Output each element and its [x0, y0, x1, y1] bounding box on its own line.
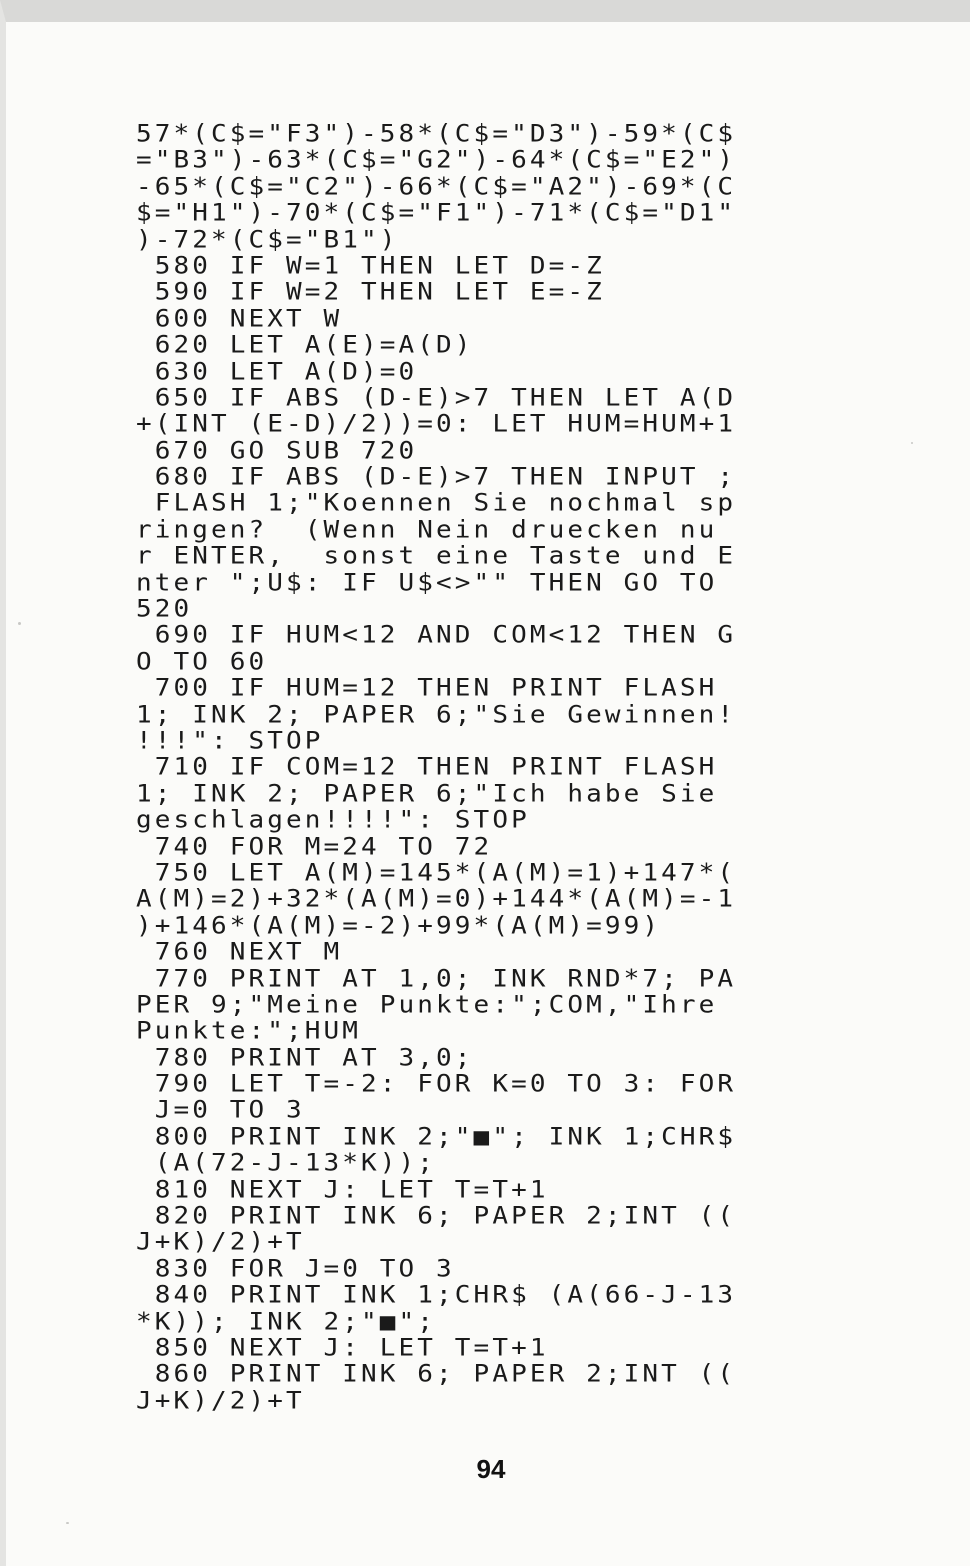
- paper-speck: [66, 1522, 69, 1524]
- code-line: 630 LET A(D)=0: [136, 357, 418, 386]
- code-line: geschlagen!!!!": STOP: [136, 806, 530, 834]
- paper-speck: [18, 622, 21, 625]
- code-line: 760 NEXT M: [136, 938, 343, 966]
- page-number: 94: [476, 1454, 506, 1484]
- code-line: PER 9;"Meine Punkte:";COM,"Ihre: [136, 991, 718, 1019]
- code-line: 750 LET A(M)=145*(A(M)=1)+147*(: [136, 859, 737, 887]
- basic-code-listing: [136, 122, 756, 1415]
- code-line: FLASH 1;"Koennen Sie nochmal sp: [136, 489, 737, 518]
- code-line: 860 PRINT INK 6; PAPER 2;INT ((: [136, 1360, 737, 1389]
- code-line: J+K)/2)+T: [136, 1386, 305, 1415]
- paper-speck: [911, 442, 913, 444]
- code-line: 57*(C$="F3")-58*(C$="D3")-59*(C$: [136, 120, 737, 148]
- code-line: r ENTER, sonst eine Taste und E: [136, 542, 737, 571]
- code-line: (A(72-J-13*K));: [136, 1149, 437, 1177]
- code-line: 850 NEXT J: LET T=T+1: [136, 1334, 549, 1362]
- code-line: Punkte:";HUM: [136, 1017, 362, 1046]
- code-line: 1; INK 2; PAPER 6;"Sie Gewinnen!: [136, 700, 737, 729]
- code-line: nter ";U$: IF U$<>"" THEN GO TO: [136, 568, 718, 597]
- code-line: 700 IF HUM=12 THEN PRINT FLASH: [136, 674, 718, 702]
- code-line: 840 PRINT INK 1;CHR$ (A(66-J-13: [136, 1281, 737, 1309]
- code-line: )-72*(C$="B1"): [136, 225, 399, 254]
- code-line: 780 PRINT AT 3,0;: [136, 1043, 474, 1072]
- code-line: O TO 60: [136, 647, 268, 676]
- code-line: 520: [136, 595, 193, 623]
- code-line: )+146*(A(M)=-2)+99*(A(M)=99): [136, 911, 662, 940]
- code-line: 680 IF ABS (D-E)>7 THEN INPUT ;: [136, 463, 737, 491]
- code-line: 650 IF ABS (D-E)>7 THEN LET A(D: [136, 384, 737, 412]
- code-line: -65*(C$="C2")-66*(C$="A2")-69*(C: [136, 172, 737, 201]
- code-line: 770 PRINT AT 1,0; INK RND*7; PA: [136, 964, 737, 993]
- code-line: !!!": STOP: [136, 727, 324, 755]
- code-line: 590 IF W=2 THEN LET E=-Z: [136, 278, 605, 307]
- code-line: 820 PRINT INK 6; PAPER 2;INT ((: [136, 1202, 737, 1230]
- code-line: $="H1")-70*(C$="F1")-71*(C$="D1": [136, 199, 737, 227]
- code-line: 830 FOR J=0 TO 3: [136, 1254, 455, 1283]
- code-line: J=0 TO 3: [136, 1096, 305, 1125]
- code-line: 620 LET A(E)=A(D): [136, 331, 474, 359]
- code-line: A(M)=2)+32*(A(M)=0)+144*(A(M)=-1: [136, 885, 737, 914]
- code-line: 740 FOR M=24 TO 72: [136, 832, 493, 861]
- code-line: ringen? (Wenn Nein druecken nu: [136, 516, 718, 544]
- code-line: 810 NEXT J: LET T=T+1: [136, 1175, 549, 1204]
- code-line: J+K)/2)+T: [136, 1228, 305, 1257]
- code-line: 790 LET T=-2: FOR K=0 TO 3: FOR: [136, 1070, 737, 1098]
- code-line: ="B3")-63*(C$="G2")-64*(C$="E2"): [136, 146, 737, 175]
- code-line: 670 GO SUB 720: [136, 436, 418, 465]
- code-line: 580 IF W=1 THEN LET D=-Z: [136, 252, 605, 280]
- code-line: 710 IF COM=12 THEN PRINT FLASH: [136, 753, 718, 782]
- code-line: 600 NEXT W: [136, 304, 343, 333]
- code-line: *K)); INK 2;"■";: [136, 1307, 437, 1336]
- code-line: 800 PRINT INK 2;"■"; INK 1;CHR$: [136, 1123, 737, 1151]
- code-line: +(INT (E-D)/2))=0: LET HUM=HUM+1: [136, 410, 737, 439]
- code-line: 1; INK 2; PAPER 6;"Ich habe Sie: [136, 779, 718, 808]
- code-line: 690 IF HUM<12 AND COM<12 THEN G: [136, 621, 737, 650]
